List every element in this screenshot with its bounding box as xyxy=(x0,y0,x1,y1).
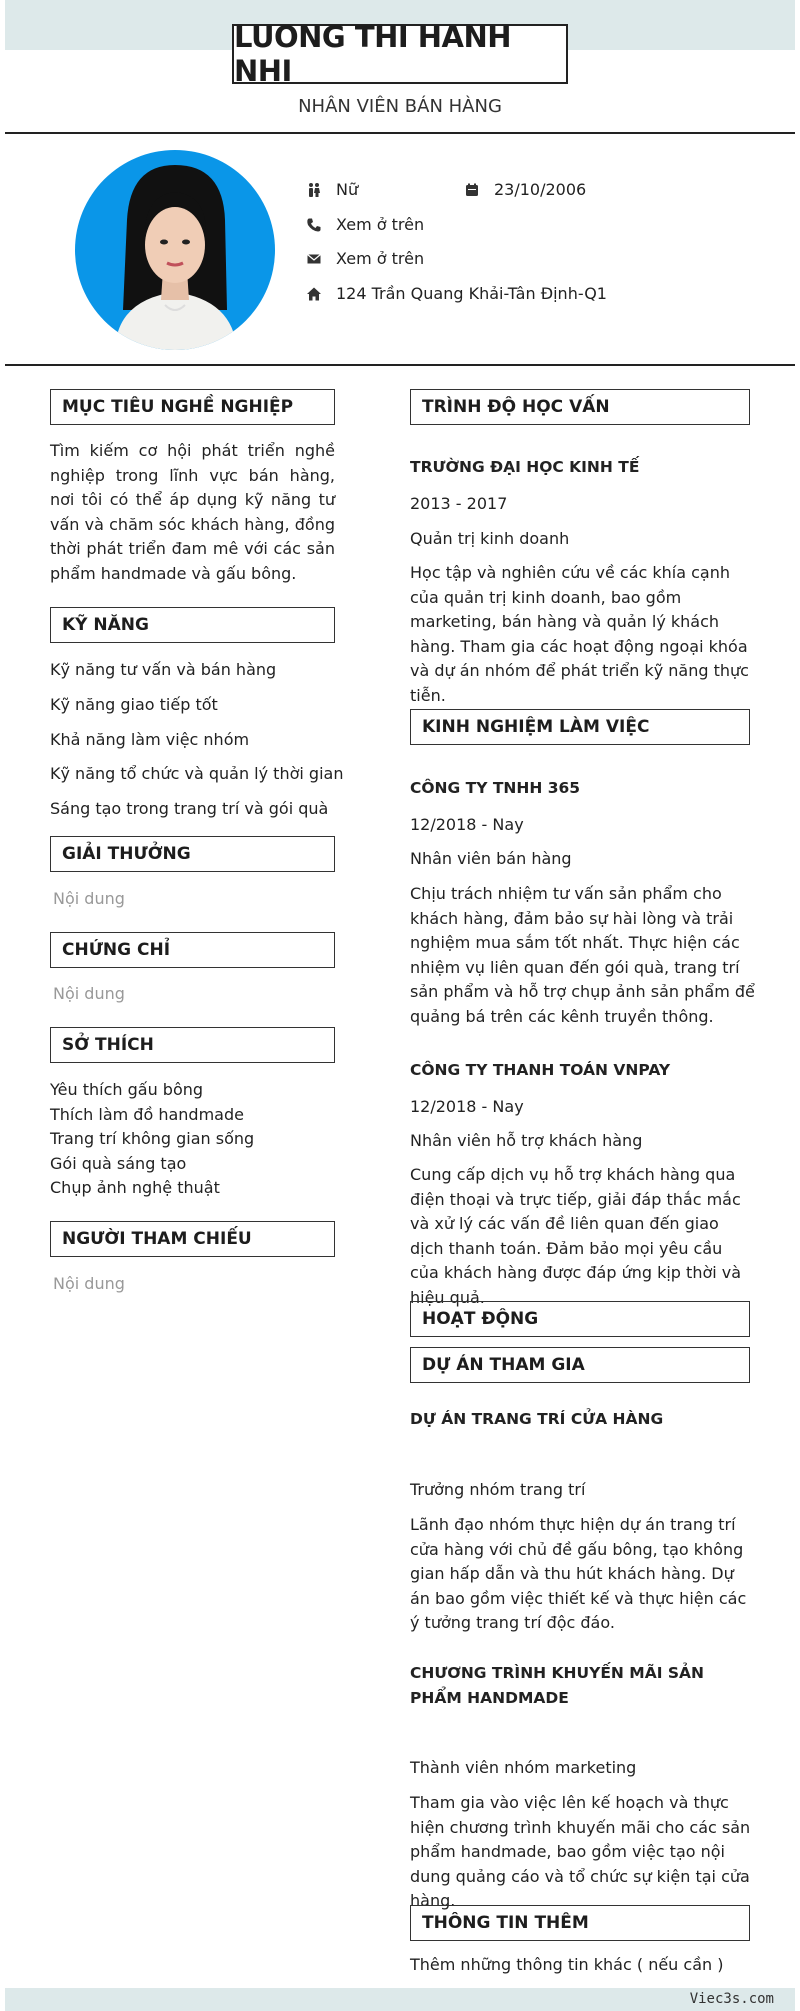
objective-heading: MỤC TIÊU NGHỀ NGHIỆP xyxy=(50,389,335,425)
address-value: 124 Trần Quang Khải-Tân Định-Q1 xyxy=(336,284,607,303)
job-company: CÔNG TY THANH TOÁN VNPAY xyxy=(410,1061,671,1079)
hobbies-heading: SỞ THÍCH xyxy=(50,1027,335,1063)
additional-info-content: Thêm những thông tin khác ( nếu cần ) xyxy=(410,1955,724,1974)
gender-value: Nữ xyxy=(336,180,359,199)
job-title: NHÂN VIÊN BÁN HÀNG xyxy=(298,96,502,117)
divider-bottom xyxy=(5,364,795,366)
email-value: Xem ở trên xyxy=(336,249,425,268)
footer-band xyxy=(5,1988,795,2011)
hobby-item: Yêu thích gấu bông xyxy=(50,1080,204,1099)
education-heading: TRÌNH ĐỘ HỌC VẤN xyxy=(410,389,750,425)
calendar-icon xyxy=(464,182,480,198)
education-major: Quản trị kinh doanh xyxy=(410,529,570,548)
certificates-heading: CHỨNG CHỈ xyxy=(50,932,335,968)
gender-icon xyxy=(306,182,322,198)
email-row xyxy=(306,249,424,268)
gender-row xyxy=(306,180,358,199)
name-box xyxy=(232,20,568,88)
project-role: Trưởng nhóm trang trí xyxy=(410,1480,586,1499)
job-position: Nhân viên bán hàng xyxy=(410,849,572,868)
additional-info-heading: THÔNG TIN THÊM xyxy=(410,1905,750,1941)
home-icon xyxy=(306,286,322,302)
job-description: Cung cấp dịch vụ hỗ trợ khách hàng qua điện thoại và trực tiếp, giải đáp thắc mắc và xử lý các vấn đề liên quan đến giao dịch thanh toán. Đảm bảo mọi yêu cầu của khách hàng được đáp ứng kịp thời và hiệu quả. xyxy=(410,1165,742,1307)
references-heading: NGƯỜI THAM CHIẾU xyxy=(50,1221,335,1257)
certificates-content: Nội dung xyxy=(53,984,125,1003)
project-name: CHƯƠNG TRÌNH KHUYẾN MÃI SẢN PHẨM HANDMADE xyxy=(410,1664,705,1707)
job-position: Nhân viên hỗ trợ khách hàng xyxy=(410,1131,643,1150)
references-content: Nội dung xyxy=(53,1274,125,1293)
hobby-item: Thích làm đồ handmade xyxy=(50,1105,244,1124)
phone-icon xyxy=(306,217,322,233)
project-description: Tham gia vào việc lên kế hoạch và thực hiện chương trình khuyến mãi cho các sản phẩm handmade, bao gồm việc tạo nội dung quảng cáo và tổ chức sự kiện tại cửa hàng. xyxy=(410,1793,751,1910)
candidate-name: LUONG THI HANH NHI xyxy=(234,20,512,88)
phone-row xyxy=(306,215,424,234)
phone-value: Xem ở trên xyxy=(336,215,425,234)
birthday-row xyxy=(464,180,586,199)
skill-item: Kỹ năng giao tiếp tốt xyxy=(50,695,218,714)
school-name: TRƯỜNG ĐẠI HỌC KINH TẾ xyxy=(410,458,640,476)
job-period: 12/2018 - Nay xyxy=(410,815,524,834)
project-role: Thành viên nhóm marketing xyxy=(410,1758,637,1777)
job-company: CÔNG TY TNHH 365 xyxy=(410,779,581,797)
project-description: Lãnh đạo nhóm thực hiện dự án trang trí cửa hàng với chủ đề gấu bông, tạo không gian hấp dẫn và thu hút khách hàng. Dự án bao gồm việc thiết kế và thực hiện các ý tưởng trang trí độc đáo. xyxy=(410,1515,747,1632)
divider-top xyxy=(5,132,795,134)
skills-heading: KỸ NĂNG xyxy=(50,607,335,643)
job-period: 12/2018 - Nay xyxy=(410,1097,524,1116)
project-name: DỰ ÁN TRANG TRÍ CỬA HÀNG xyxy=(410,1410,664,1428)
hobby-item: Chụp ảnh nghệ thuật xyxy=(50,1178,220,1197)
education-period: 2013 - 2017 xyxy=(410,494,508,513)
skill-item: Sáng tạo trong trang trí và gói quà xyxy=(50,799,329,818)
email-icon xyxy=(306,251,322,267)
hobby-item: Trang trí không gian sống xyxy=(50,1129,255,1148)
objective-text: Tìm kiếm cơ hội phát triển nghề nghiệp trong lĩnh vực bán hàng, nơi tôi có thể áp dụng kỹ năng tư vấn và chăm sóc khách hàng, đồng thời phát triển đam mê với các sản phẩm handmade và gấu bông. xyxy=(50,441,335,583)
skill-item: Kỹ năng tư vấn và bán hàng xyxy=(50,660,277,679)
skill-item: Khả năng làm việc nhóm xyxy=(50,730,250,749)
awards-content: Nội dung xyxy=(53,889,125,908)
activities-heading: HOẠT ĐỘNG xyxy=(410,1301,750,1337)
projects-heading: DỰ ÁN THAM GIA xyxy=(410,1347,750,1383)
profile-photo xyxy=(75,150,275,350)
hobby-item: Gói quà sáng tạo xyxy=(50,1154,187,1173)
education-description: Học tập và nghiên cứu về các khía cạnh của quản trị kinh doanh, bao gồm marketing, bán hàng và quản lý khách hàng. Tham gia các hoạt động ngoại khóa và dự án nhóm để phát triển kỹ năng thực tiễn. xyxy=(410,563,749,705)
skill-item: Kỹ năng tổ chức và quản lý thời gian xyxy=(50,764,344,783)
watermark: Viec3s.com xyxy=(689,1991,774,2007)
awards-heading: GIẢI THƯỞNG xyxy=(50,836,335,872)
birthday-value: 23/10/2006 xyxy=(494,180,587,199)
address-row xyxy=(306,284,607,303)
experience-heading: KINH NGHIỆM LÀM VIỆC xyxy=(410,709,750,745)
job-description: Chịu trách nhiệm tư vấn sản phẩm cho khách hàng, đảm bảo sự hài lòng và trải nghiệm mua sắm tốt nhất. Thực hiện các nhiệm vụ liên quan đến gói quà, trang trí sản phẩm và hỗ trợ chụp ảnh sản phẩm để quảng bá trên các kênh truyền thông. xyxy=(410,884,755,1026)
